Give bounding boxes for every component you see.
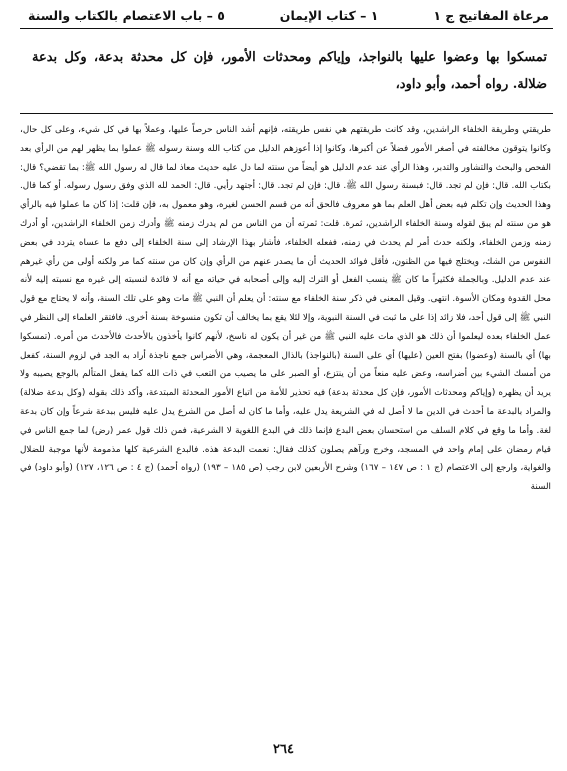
commentary-paragraph: طريقتي وطريقة الخلفاء الراشدين، وقد كانت طريقتهم هي نفس طريقته، فإنهم أشد الناس حرصاً عليها، وعملاً بها في كل شيء، وعلى كل حال، وكانوا يتوقون مخالفته في أصغر الأمور فضلاً عن أكبرها، وكانوا إذا أعوزهم الدليل من كتاب الله وسنة رسوله ﷺ عملوا بما يظهر لهم من الرأي بعد الفحص والبحث والتشاور والتدبر، وهذا الرأي عند عدم الدليل هو أيضاً من سنته لما دل عليه حديث معاذ لما قال له رسول الله ﷺ: بما تقضي؟ قال: بكتاب الله. قال: فإن لم تجد. قال: فبسنة رسول الله ﷺ. قال: فإن لم تجد. قال: أجتهد رأيي. قال: الحمد لله الذي وفق رسول رسوله. أو كما قال. وهذا الحديث وإن تكلم فيه بعض أهل العلم بما هو معروف فالحق أنه من قسم الحسن لغيره، وهو معمول به، فإن قلت: إذا كان ما عملوا فيه بالرأي هو من سنته لم يبق لقوله وسنة الخلفاء الراشدين، ثمرة. قلت: ثمرته أن من الناس من لم يدرك زمنه ﷺ وأدرك زمن الخلفاء الراشدين، أو أدرك زمنه وزمن الخلفاء، ولكنه حدث أمر لم يحدث في زمنه، ففعله الخلفاء، فأشار بهذا الإرشاد إلى سنة الخلفاء إلى دفع ما عساه يتردد في بعض النفوس من الشك، ويختلج فيها من الظنون، فأقل فوائد الحديث أن ما يصدر عنهم من الرأي وإن كان من سنته كما مر ولكنه أولى من رأي غيرهم عند عدم الدليل. وبالجملة فكثيراً ما كان ﷺ ينسب الفعل أو الترك إليه وإلى أصحابه في حياته مع أنه لا فائدة لنسبته إلى غيره مع نسبته إليه لأنه محل القدوة ومكان الأسوة. انتهى. وقيل المعنى في ذكر سنة الخلفاء مع سنته: أن يعلم أن النبي ﷺ مات وهو على تلك السنة، وأنه لا يحتاج مع قول النبي ﷺ إلى قول أحد، فلا زائد إذا على ما ثبت في السنة النبوية، وإلا لئلا يقع بما يخالف أن تكون منسوخة بسنة أخرى. فافتقر العلماء إلى النظر في عمل الخلفاء بعده ليعلموا أن ذلك هو الذي مات عليه النبي ﷺ من غير أن يكون له ناسخ، لأنهم كانوا يأخذون بالأحدث فالأحدث من أمره. (تمسكوا بها) أي بالسنة (وعضوا) بفتح العين (عليها) أي على السنة (بالنواجذ) بالذال المعجمة، وهي الأضراس جمع ناجذة أراد به الجد في لزوم السنة، كفعل من أمسك الشيء بين أضراسه، وعض عليه منعاً من أن ينتزع، أو الصبر على ما يصيب من التعب في ذات الله كما يفعل المتألم بالوجع يصيبه ولا يريد أن يظهره (وإياكم ومحدثات الأمور، فإن كل محدثة بدعة) فيه تحذير للأمة من اتباع الأمور المحدثة المبتدعة، وأكد ذلك بقوله (وكل بدعة ضلالة) والمراد بالبدعة ما أحدث في الدين ما لا أصل له في الشريعة يدل عليه، وأما ما كان له أصل من الشرع يدل عليه فليس ببدعة شرعاً وإن كان بدعة لغة. وأما ما وقع في كلام السلف من استحسان بعض البدع فإنما ذلك في البدع اللغوية لا الشرعية، فمن ذلك قول عمر (رض) لما جمع الناس في قيام رمضان على إمام واحد في المسجد، وخرج ورآهم يصلون كذلك فقال: نعمت البدعة هذه. فالبدع الشرعية كلها مذمومة لأنها موجبة للضلال والغواية، وارجع إلى الاعتصام (ج ١ : ص ١٤٧ – ١٦٧) وشرح الأربعين لابن رجب (ص ١٨٥ – ١٩٣) (رواه أحمد) (ج ٤ : ص ١٢٦، ١٢٧) (وأبو داود) في السنة bbox=[20, 125, 551, 493]
header-rule bbox=[20, 28, 553, 29]
header-chapter: ١ – كتاب الإيمان bbox=[279, 7, 379, 23]
commentary-separator bbox=[20, 113, 553, 114]
hadith-text: تمسكوا بها وعضوا عليها بالنواجذ، وإياكم ومحدثات الأمور، فإن كل محدثة بدعة، وكل بدعة ضلالة. رواه أحمد، وأبو داود، bbox=[32, 50, 547, 92]
header-section: ٥ – باب الاعتصام بالكتاب والسنة bbox=[28, 7, 225, 23]
page-number: ٢٦٤ bbox=[273, 742, 294, 757]
page-header bbox=[28, 3, 549, 27]
header-book-title: مرعاة المفاتيح ج ١ bbox=[433, 7, 549, 23]
commentary-body bbox=[20, 121, 551, 725]
